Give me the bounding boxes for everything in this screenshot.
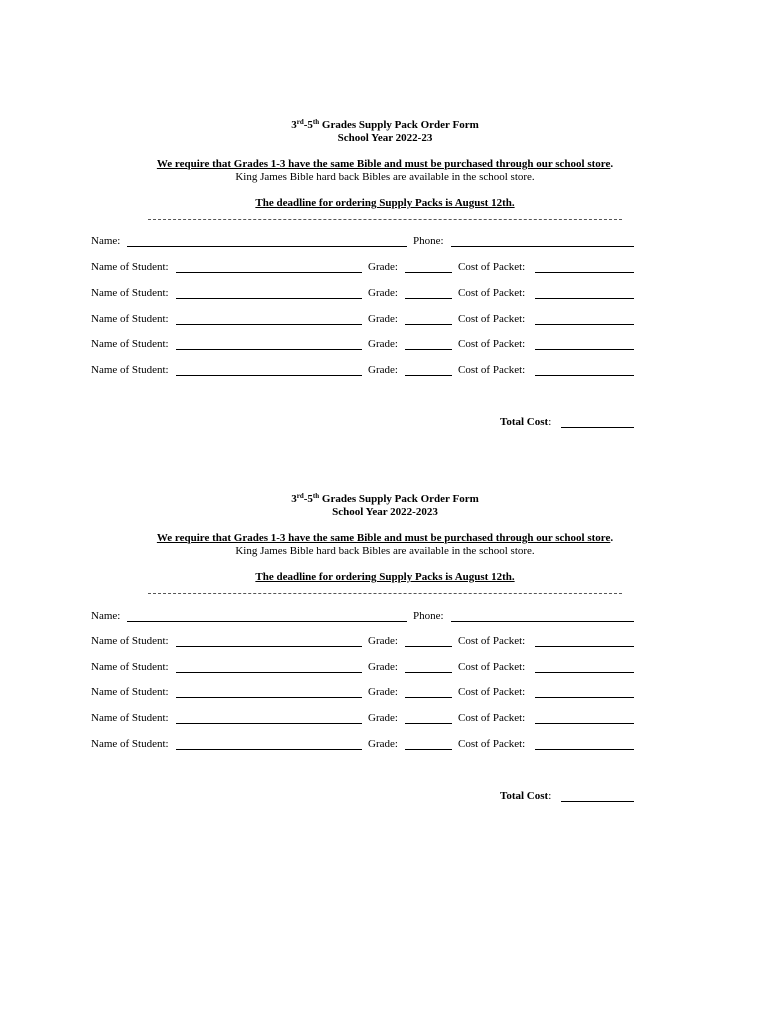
cost-field[interactable]	[535, 749, 634, 750]
cost-label: Cost of Packet:	[458, 338, 526, 350]
student-name-field[interactable]	[176, 697, 362, 698]
grade-field[interactable]	[405, 349, 452, 350]
cost-field[interactable]	[535, 349, 634, 350]
grade-label: Grade:	[368, 738, 398, 750]
cost-field[interactable]	[535, 375, 634, 376]
student-row	[0, 337, 770, 351]
cost-label: Cost of Packet:	[458, 261, 526, 273]
cut-line	[148, 593, 622, 594]
order-form-1	[0, 118, 770, 428]
total-cost-row: Total Cost:	[500, 790, 552, 802]
total-cost-field[interactable]	[561, 801, 634, 802]
grade-label: Grade:	[368, 635, 398, 647]
grade-label: Grade:	[368, 313, 398, 325]
cost-label: Cost of Packet:	[458, 287, 526, 299]
student-name-label: Name of Student:	[91, 661, 169, 673]
cost-field[interactable]	[535, 672, 634, 673]
student-row	[0, 634, 770, 648]
grade-field[interactable]	[405, 272, 452, 273]
school-year: School Year 2022-2023	[332, 506, 438, 518]
grade-label: Grade:	[368, 261, 398, 273]
cost-label: Cost of Packet:	[458, 686, 526, 698]
cost-label: Cost of Packet:	[458, 712, 526, 724]
student-name-field[interactable]	[176, 749, 362, 750]
cost-label: Cost of Packet:	[458, 635, 526, 647]
student-name-field[interactable]	[176, 723, 362, 724]
student-name-field[interactable]	[176, 375, 362, 376]
cost-label: Cost of Packet:	[458, 661, 526, 673]
order-form-2	[0, 492, 770, 802]
student-name-field[interactable]	[176, 672, 362, 673]
form-title: 3rd-5th Grades Supply Pack Order Form	[291, 118, 479, 131]
bible-availability: King James Bible hard back Bibles are available in the school store.	[235, 545, 535, 557]
cost-field[interactable]	[535, 697, 634, 698]
grade-label: Grade:	[368, 287, 398, 299]
bible-requirement: We require that Grades 1-3 have the same Bible and must be purchased through our school store.	[156, 532, 614, 544]
name-phone-row	[0, 234, 770, 248]
student-name-label: Name of Student:	[91, 686, 169, 698]
grade-label: Grade:	[368, 364, 398, 376]
student-name-label: Name of Student:	[91, 712, 169, 724]
student-name-label: Name of Student:	[91, 338, 169, 350]
name-field[interactable]	[127, 246, 407, 247]
grade-field[interactable]	[405, 375, 452, 376]
student-row	[0, 363, 770, 377]
student-row	[0, 312, 770, 326]
grade-field[interactable]	[405, 723, 452, 724]
student-row	[0, 260, 770, 274]
student-name-label: Name of Student:	[91, 261, 169, 273]
cut-line	[148, 219, 622, 220]
deadline-notice: The deadline for ordering Supply Packs is August 12th.	[255, 571, 515, 583]
cost-field[interactable]	[535, 646, 634, 647]
grade-label: Grade:	[368, 661, 398, 673]
grade-field[interactable]	[405, 646, 452, 647]
grade-field[interactable]	[405, 672, 452, 673]
cost-field[interactable]	[535, 324, 634, 325]
cost-field[interactable]	[535, 272, 634, 273]
total-cost-label: Total Cost	[500, 790, 549, 802]
student-row	[0, 711, 770, 725]
student-name-field[interactable]	[176, 272, 362, 273]
cost-field[interactable]	[535, 298, 634, 299]
grade-label: Grade:	[368, 712, 398, 724]
student-name-label: Name of Student:	[91, 287, 169, 299]
total-cost-row: Total Cost:	[500, 416, 552, 428]
grade-field[interactable]	[405, 749, 452, 750]
student-name-label: Name of Student:	[91, 364, 169, 376]
grade-label: Grade:	[368, 338, 398, 350]
grade-field[interactable]	[405, 324, 452, 325]
student-name-field[interactable]	[176, 646, 362, 647]
name-field[interactable]	[127, 621, 407, 622]
name-label: Name:	[91, 610, 121, 622]
name-label: Name:	[91, 235, 121, 247]
name-phone-row	[0, 609, 770, 623]
student-name-label: Name of Student:	[91, 635, 169, 647]
student-row	[0, 737, 770, 751]
student-row	[0, 286, 770, 300]
phone-label: Phone:	[413, 235, 444, 247]
cost-label: Cost of Packet:	[458, 364, 526, 376]
total-cost-field[interactable]	[561, 427, 634, 428]
cost-label: Cost of Packet:	[458, 313, 526, 325]
phone-label: Phone:	[413, 610, 444, 622]
grade-field[interactable]	[405, 697, 452, 698]
deadline-notice: The deadline for ordering Supply Packs is August 12th.	[255, 197, 515, 209]
student-row	[0, 685, 770, 699]
cost-label: Cost of Packet:	[458, 738, 526, 750]
student-name-label: Name of Student:	[91, 313, 169, 325]
form-title: 3rd-5th Grades Supply Pack Order Form	[291, 492, 479, 505]
phone-field[interactable]	[451, 621, 634, 622]
total-cost-label: Total Cost	[500, 416, 549, 428]
grade-label: Grade:	[368, 686, 398, 698]
bible-requirement: We require that Grades 1-3 have the same Bible and must be purchased through our school store.	[156, 158, 614, 170]
phone-field[interactable]	[451, 246, 634, 247]
student-name-field[interactable]	[176, 349, 362, 350]
student-name-field[interactable]	[176, 324, 362, 325]
bible-availability: King James Bible hard back Bibles are available in the school store.	[235, 171, 535, 183]
student-name-label: Name of Student:	[91, 738, 169, 750]
student-name-field[interactable]	[176, 298, 362, 299]
school-year: School Year 2022-23	[337, 132, 433, 144]
cost-field[interactable]	[535, 723, 634, 724]
grade-field[interactable]	[405, 298, 452, 299]
student-row	[0, 660, 770, 674]
